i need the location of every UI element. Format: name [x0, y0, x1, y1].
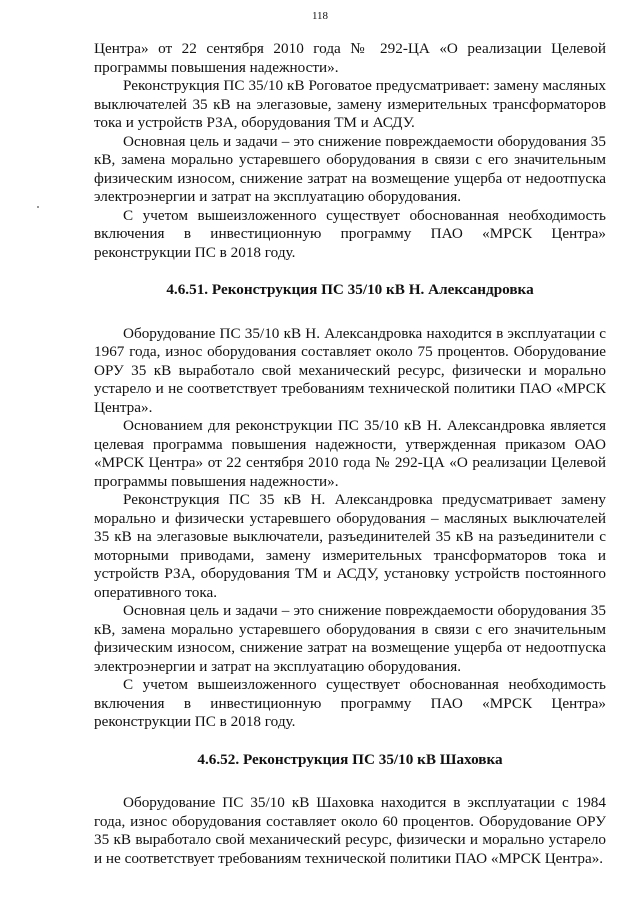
paragraph: Основная цель и задачи – это снижение повреждаемости оборудования 35 кВ, замена морально устаревшего оборудования в связи с его значительным физическим износом, снижение затрат на возмещение ущерба от недоотпуска электроэнергии и затрат на эксплуатацию оборудования.	[94, 132, 606, 205]
paragraph: Основанием для реконструкции ПС 35/10 кВ Н. Александровка является целевая программа повышения надежности, утвержденная приказом ОАО «МРСК Центра» от 22 сентября 2010 года № 292-ЦА «О реализации Целевой программы повышения надежности».	[94, 417, 606, 490]
section-heading: 4.6.52. Реконструкция ПС 35/10 кВ Шаховка	[197, 750, 503, 768]
paragraph: С учетом вышеизложенного существует обоснованная необходимость включения в инвестиционную программу ПАО «МРСК Центра» реконструкции ПС в 2018 году.	[94, 206, 606, 261]
paragraph-continuation: Центра» от 22 сентября 2010 года № 292-ЦА «О реализации Целевой программы повышения надежности».	[94, 40, 606, 76]
paragraph: Реконструкция ПС 35 кВ Н. Александровка предусматривает замену морально и физически устаревшего оборудования – масляных выключателей 35 кВ на элегазовые выключатели, разъединителей 35 кВ на разъединители с моторными приводами, замену измерительных трансформаторов тока и устройств РЗА, оборудования ТМ и АСДУ, установку устройств постоянного оперативного тока.	[94, 491, 606, 601]
paragraph: Основная цель и задачи – это снижение повреждаемости оборудования 35 кВ, замена морально устаревшего оборудования в связи с его значительным физическим износом, снижение затрат на возмещение ущерба от недоотпуска электроэнергии и затрат на эксплуатацию оборудования.	[94, 602, 606, 675]
document-body	[94, 40, 606, 868]
paragraph: С учетом вышеизложенного существует обоснованная необходимость включения в инвестиционную программу ПАО «МРСК Центра» реконструкции ПС в 2018 году.	[94, 676, 606, 730]
paragraph: Оборудование ПС 35/10 кВ Н. Александровка находится в эксплуатации с 1967 года, износ оборудования составляет около 75 процентов. Оборудование ОРУ 35 кВ выработало свой механический ресурс, физически и морально устарело и не соответствует требованиям технической политики ПАО «МРСК Центра».	[94, 324, 606, 416]
page-number: 118	[311, 10, 329, 22]
section-heading: 4.6.51. Реконструкция ПС 35/10 кВ Н. Александровка	[166, 281, 534, 298]
scan-speck	[37, 206, 39, 208]
paragraph: Реконструкция ПС 35/10 кВ Роговатое предусматривает: замену масляных выключателей 35 кВ на элегазовые, замену измерительных трансформаторов тока и устройств РЗА, оборудования ТМ и АСДУ.	[94, 77, 606, 131]
paragraph: Оборудование ПС 35/10 кВ Шаховка находится в эксплуатации с 1984 года, износ оборудования составляет около 60 процентов. Оборудование ОРУ 35 кВ выработало свой механический ресурс, физически и морально устарело и не соответствует требованиям технической политики ПАО «МРСК Центра».	[94, 794, 606, 867]
